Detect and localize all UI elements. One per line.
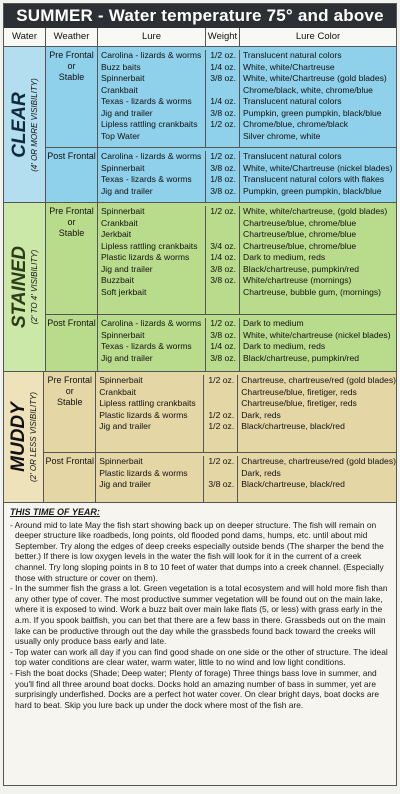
fishing-guide-page: [3, 3, 397, 786]
lure-weight: 1/8 oz.: [210, 174, 236, 184]
lure-name: Jig and trailer: [99, 479, 151, 489]
notes-section: [4, 503, 396, 710]
lure-color: Silver chrome, white: [243, 130, 321, 141]
lure-name-column: [98, 151, 206, 202]
lure-color: Translucent natural colors: [243, 50, 342, 60]
lure-weight: 1/2 oz.: [210, 151, 236, 161]
lure-weight-column: [204, 456, 238, 502]
lure-weight: 1/4 oz.: [210, 61, 236, 72]
lure-weight: 3/8 oz.: [210, 185, 236, 196]
lure-weight: [204, 387, 234, 399]
lure-name: Texas - lizards & worms: [101, 174, 192, 184]
weather-condition: Pre Frontal or Stable: [44, 372, 96, 452]
water-clarity-label: [4, 203, 46, 371]
lure-color: Chartreuse/blue, chrome/blue: [243, 240, 357, 251]
lure-name: Carolina - lizards & worms: [101, 318, 202, 328]
lure-color: Dark to medium, reds: [243, 341, 326, 351]
header-water: Water: [4, 28, 46, 46]
lure-color: White, white/Chartreuse (nickel blades): [243, 162, 393, 173]
lure-name: Jig and trailer: [101, 107, 153, 118]
weather-condition: Pre Frontal or Stable: [46, 47, 98, 147]
lure-name: Texas - lizards & worms: [101, 341, 192, 351]
lure-weight: [204, 398, 234, 410]
water-clarity-name: CLEAR: [8, 91, 30, 158]
lure-weight: 1/4 oz.: [210, 96, 236, 106]
note-paragraph: - Top water can work all day if you can find good shade on one side or the other of structure. The ideal top water conditions are clear water, warm water, little to no wind and low light conditions.: [10, 646, 388, 668]
note-paragraph: - In the summer fish the grass a lot. Green vegetation is a total ecosystem and will hold more fish than any other type of cover. The most productive summer vegetation will be found out on the main lake, where it is exposed to wind. Work a buzz bait over main lake flats (5, or less) with grass early in the a.m. If you spook baitfish, you can bet that there are a few bass in there. Grassbeds out on the main lake can be productive through out the day while the grassbeds found back toward the creeks will usually only produce bass early and late.: [10, 583, 388, 647]
lure-weight-column: [206, 151, 240, 202]
weather-group: [46, 203, 396, 314]
lure-name: Soft jerkbait: [101, 286, 147, 297]
lure-name: Buzz baits: [101, 61, 141, 72]
lure-name-column: [98, 50, 206, 147]
weather-condition: Post Frontal: [44, 453, 96, 502]
lure-weight: 3/8 oz.: [208, 479, 235, 489]
notes-heading: THIS TIME OF YEAR:: [10, 507, 100, 517]
lure-weight: 1/4 oz.: [210, 252, 236, 262]
lure-color: Dark, reds: [241, 467, 281, 478]
water-clarity-name: STAINED: [8, 246, 30, 328]
lure-weight: 3/8 oz.: [210, 329, 236, 340]
section-muddy: [4, 372, 396, 503]
weather-condition: Post Frontal: [46, 148, 98, 202]
lure-weight-column: [206, 50, 240, 147]
lure-color-column: [240, 206, 396, 314]
lure-name: Lipless rattling crankbaits: [101, 240, 198, 251]
lure-name: Jig and trailer: [101, 185, 153, 196]
lure-name: Spinnerbait: [101, 162, 145, 173]
lure-color-column: [238, 456, 396, 502]
lure-weight: 3/8 oz.: [210, 275, 236, 285]
lure-name: Lipless rattling crankbaits: [101, 119, 198, 129]
lure-name: Texas - lizards & worms: [101, 96, 192, 106]
weather-condition: Pre Frontal or Stable: [46, 203, 98, 314]
visibility-range: (2' TO 4' VISIBILITY): [29, 249, 39, 325]
weather-group: [46, 47, 396, 147]
lure-name-column: [98, 206, 206, 314]
lure-name-column: [98, 318, 206, 371]
section-clear: [4, 47, 396, 203]
lure-color: Translucent natural colors: [243, 96, 342, 106]
lure-weight: 1/2 oz.: [208, 409, 235, 420]
lure-weight: 3/8 oz.: [210, 162, 236, 173]
lure-weight: [206, 229, 236, 241]
section-stained: [4, 203, 396, 372]
lure-name: Jig and trailer: [99, 421, 151, 431]
lure-name: Plastic lizards & worms: [99, 409, 188, 420]
note-paragraph: - Fish the boat docks (Shade; Deep water; Plenty of forage) Three things bass love in summer, and you'll find all three around boat docks. Docks hold an amazing number of bass in summer, yet are surprisingly underfished. Docks are a perfect hot water cover. On clear bright days, boat docks are hard to beat. Skip you lure back up under the dock where most of the fish are.: [10, 667, 380, 710]
lure-color: Chartreuse, chartreuse/red (gold blades): [241, 375, 396, 385]
visibility-range: (2' OR LESS VISIBILITY): [28, 392, 38, 482]
weather-group: [44, 452, 396, 502]
lure-name: Carolina - lizards & worms: [101, 50, 202, 60]
lure-color: Chartreuse, chartreuse/red (gold blades): [241, 456, 396, 466]
lure-weight: 1/2 oz.: [208, 375, 235, 385]
header-weight: Weight: [206, 28, 240, 46]
water-clarity-label: [4, 372, 44, 502]
weather-group: [44, 372, 396, 452]
weather-condition: Post Frontal: [46, 315, 98, 371]
lure-weight: 1/2 oz.: [210, 318, 236, 328]
visibility-range: (4' OR MORE VISIBILITY): [29, 77, 39, 172]
lure-weight-column: [206, 318, 240, 371]
lure-color-column: [240, 151, 396, 202]
lure-weight: 1/2 oz.: [210, 50, 236, 60]
lure-color: Black/chartreuse, black/red: [241, 479, 345, 489]
lure-color-column: [238, 375, 396, 452]
lure-weight-column: [206, 206, 240, 314]
lure-name: Spinnerbait: [101, 73, 145, 83]
lure-color: Black/chartreuse, pumpkin/red: [243, 352, 360, 363]
water-sections: [4, 47, 396, 503]
lure-color: Dark, reds: [241, 409, 281, 420]
lure-weight: [204, 468, 234, 480]
lure-color: Chartreuse/blue, firetiger, reds: [241, 398, 357, 408]
lure-color: White/chartreuse (mornings): [243, 275, 352, 285]
lure-color: Dark to medium, reds: [243, 252, 326, 262]
lure-name-column: [96, 375, 204, 452]
lure-color: Chrome/black, white, chrome/blue: [243, 84, 373, 95]
header-weather: Weather: [46, 28, 98, 46]
lure-weight: [206, 218, 236, 230]
lure-color: Chartreuse/blue, firetiger, reds: [241, 386, 357, 397]
lure-name: Spinnerbait: [101, 206, 145, 216]
lure-name: Crankbait: [101, 84, 138, 95]
lure-color: Translucent natural colors with flakes: [243, 174, 385, 184]
lure-name: Jig and trailer: [101, 263, 153, 274]
lure-color: Pumpkin, green pumpkin, black/blue: [243, 107, 382, 118]
weather-group: [46, 314, 396, 371]
lure-color: White, white/Chartreuse: [243, 61, 335, 72]
lure-weight: [206, 287, 236, 299]
lure-weight: 3/4 oz.: [210, 240, 236, 251]
lure-color: White, white/Chartreuse (gold blades): [243, 73, 387, 83]
lure-name: Plastic lizards & worms: [101, 252, 190, 262]
lure-name: Crankbait: [99, 386, 136, 397]
lure-name: Spinnerbait: [99, 375, 143, 385]
notes-body: [10, 520, 390, 711]
lure-weight: 3/8 oz.: [210, 73, 236, 83]
header-lure: Lure: [98, 28, 206, 46]
lure-color: Dark to medium: [243, 318, 304, 328]
lure-weight: 3/8 oz.: [210, 107, 236, 118]
lure-name: Spinnerbait: [99, 456, 143, 466]
lure-weight: 1/2 oz.: [208, 456, 235, 466]
lure-weight: 1/4 oz.: [210, 341, 236, 351]
lure-color: Translucent natural colors: [243, 151, 342, 161]
page-title: SUMMER - Water temperature 75° and above: [4, 4, 396, 28]
lure-weight: 1/2 oz.: [208, 421, 235, 431]
lure-name: Crankbait: [101, 217, 138, 228]
lure-weight: 3/8 oz.: [210, 263, 236, 274]
header-lure-color: Lure Color: [295, 31, 341, 42]
lure-name: Jig and trailer: [101, 352, 153, 363]
lure-color: Chartreuse, bubble gum, (mornings): [243, 286, 382, 297]
lure-weight: 1/2 oz.: [210, 119, 236, 129]
lure-weight: 1/2 oz.: [210, 206, 236, 216]
water-clarity-label: [4, 47, 46, 202]
lure-color: White, white/chartreuse (nickel blades): [243, 329, 391, 340]
lure-name: Plastic lizards & worms: [99, 467, 188, 478]
lure-color: Chrome/blue, chrome/black: [243, 119, 349, 129]
lure-name: Lipless rattling crankbaits: [99, 398, 196, 408]
lure-name-column: [96, 456, 204, 502]
lure-color: Black/chartreuse, black/red: [241, 421, 345, 431]
lure-name: Spinnerbait: [101, 329, 145, 340]
lure-color: Pumpkin, green pumpkin, black/blue: [243, 185, 382, 196]
table-header: [4, 28, 396, 47]
lure-weight-column: [204, 375, 238, 452]
lure-weight: [206, 131, 236, 143]
water-clarity-name: MUDDY: [7, 402, 29, 472]
lure-color: Chartreuse/blue, chrome/blue: [243, 229, 357, 239]
lure-name: Buzzbait: [101, 275, 134, 285]
lure-name: Carolina - lizards & worms: [101, 151, 202, 161]
lure-color-column: [240, 50, 396, 147]
lure-name: Jerkbait: [101, 229, 132, 239]
weather-group: [46, 147, 396, 202]
lure-color: Black/chartreuse, pumpkin/red: [243, 263, 360, 274]
lure-weight: 3/8 oz.: [210, 352, 236, 363]
lure-weight: [206, 85, 236, 97]
lure-color-column: [240, 318, 396, 371]
note-paragraph: - Around mid to late May the fish start showing back up on deeper structure. The fish will remain on deeper structure like roadbeds, long points, old flooded pond dams, humps, etc. until about mid September. Try along the edges of deep creeks especially outside bends (The sharper the bend the better.) If there is low oxygen levels in the water the fish will look for it in the current of a creek channel. Try long sloping points in 8 to 10 feet of water that dumps into a creek channel. (Especially those with structure or cover on them).: [10, 519, 384, 583]
lure-color: Chartreuse/blue, chrome/blue: [243, 217, 357, 228]
lure-name: Top Water: [101, 130, 140, 141]
lure-color: White, white/chartreuse, (gold blades): [243, 206, 388, 216]
